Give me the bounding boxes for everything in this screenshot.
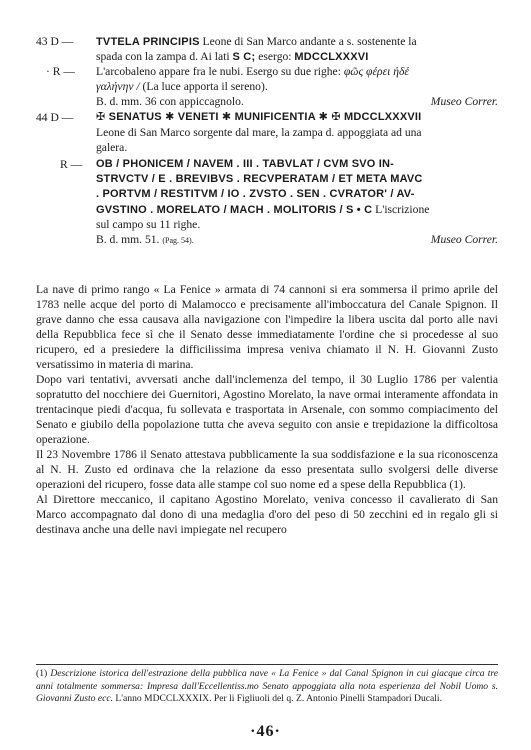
greek-translation: (La luce apporta il sereno).	[142, 80, 268, 93]
museum-name: Museo Correr.	[430, 95, 498, 108]
exergue-date: MDCCLXXXVI	[294, 51, 369, 63]
greek-inscription: φῶς φέρει ἠδέ	[343, 65, 409, 78]
obverse-description-cont: galera.	[96, 141, 128, 154]
reverse-label: R —	[60, 158, 83, 171]
reverse-description: L'arcobaleno appare fra le nubi. Esergo su due righe:	[96, 65, 341, 78]
reverse-inscription-line-4: GVSTINO . MORELATO / MACH . MOLITORIS / S • C	[96, 204, 373, 216]
catalog-entry-44	[36, 110, 498, 247]
field-letters: S C;	[232, 51, 256, 63]
medal-size: B. d. mm. 51.	[96, 233, 160, 246]
museum-name: Museo Correr.	[430, 233, 498, 246]
footnote-divider	[36, 664, 498, 665]
entry-number: 44 D —	[36, 111, 74, 124]
greek-inscription-cont: γαλήνην /	[96, 80, 140, 93]
catalog-entry-43	[36, 34, 498, 109]
footnote-marker: (1)	[36, 668, 48, 679]
page-number: ·46·	[250, 723, 281, 740]
reverse-inscription-line-2: STRVCTV / E . BREVIBVS . RECVPERATAM / ET META MAVC	[96, 173, 423, 185]
obverse-legend: ✠ SENATUS ✱ VENETI ✱ MUNIFICENTIA ✱ ✠ MDCCLXXXVII	[96, 111, 422, 123]
reverse-inscription-line-1: OB / PHONICEM / NAVEM . III . TABVLAT / CVM SVO IN-	[96, 158, 395, 170]
page-reference: (Pag. 54).	[162, 236, 194, 245]
obverse-description: Leone di San Marco andante a s. sostenente la	[202, 35, 417, 48]
paragraph: Dopo vari tentativi, avversati anche dall'inclemenza del tempo, il 30 Luglio 1786 per valentia sopratutto del nocchiere dei Guernitori, Agostino Morelato, la nave ormai interamente affondata in trentacinque piedi d'acqua, fu sollevata e trasportata in Arsenale, con sommo compiacimento del Senato e giubilo della popolazione tutta che aveva seguito con ansie e trepidazione la difficoltosa operazione.	[36, 373, 498, 446]
entry-number: 43 D —	[36, 35, 74, 48]
footnote	[36, 668, 498, 706]
reverse-description-cont: sul campo su 11 righe.	[96, 218, 201, 231]
reverse-label: · R —	[46, 65, 75, 78]
footnote-imprint: L'anno MDCCLXXXIX. Per li Figliuoli del q. Z. Antonio Pinelli Stampadori Ducali.	[115, 693, 442, 704]
obverse-description: Leone di San Marco sorgente dal mare, la zampa d. appoggiata ad una	[96, 126, 422, 139]
exergue-label: esergo:	[258, 50, 292, 63]
paragraph: Il 23 Novembre 1786 il Senato attestava pubblicamente la sua soddisfazione e la sua riconoscenza al N. H. Zusto ed ordinava che la relazione da esso presentata sullo svolgersi delle diverse operazioni del ricupero, fosse data alle stampe col suo nome ed a spese della Repubblica (1).	[36, 448, 498, 491]
medal-size: B. d. mm. 36 con appiccagnolo.	[96, 95, 244, 108]
paragraph: La nave di primo rango « La Fenice » armata di 74 cannoni si era sommersa il primo aprile del 1783 nelle acque del porto di Malamocco e precisamente all'imboccatura del Canale Spignon. Il grave danno che essa causava alla navigazione con l'impedire la libera uscita dal porto alle navi della Repubblica fece sì che il Senato desse immediatamente l'ordine che si procedesse al suo ricupero, ed a presiedere la difficilissima impresa veniva chiamato il N. H. Giovanni Zusto versatissimo in materia di marina.	[36, 283, 498, 371]
footnote-title: Descrizione istorica dell'estrazione della pubblica nave « La Fenice » dal Canal Spignon in cui giacque circa tre anni totalmente sommersa: Impresa dall'Eccellentiss.mo Senato appoggiata alla nota esperienza del Nobil Uomo s. Giovanni Zusto ecc.	[36, 668, 498, 704]
obverse-legend: TVTELA PRINCIPIS	[96, 36, 200, 48]
reverse-description: L'iscrizione	[375, 203, 430, 216]
reverse-inscription-line-3: . PORTVM / RESTITVM / IO . ZVSTO . SEN . CVRATOR' / AV-	[96, 188, 415, 200]
obverse-description-cont: spada con la zampa d. Ai lati	[96, 50, 230, 63]
paragraph: Al Direttore meccanico, il capitano Agostino Morelato, veniva concesso il cavalierato di San Marco accompagnato dal dono di una medaglia d'oro del peso di 50 zecchini ed in regalo gli si destinava anche una delle navi impiegate nel recupero	[36, 493, 498, 536]
body-text	[36, 282, 498, 537]
